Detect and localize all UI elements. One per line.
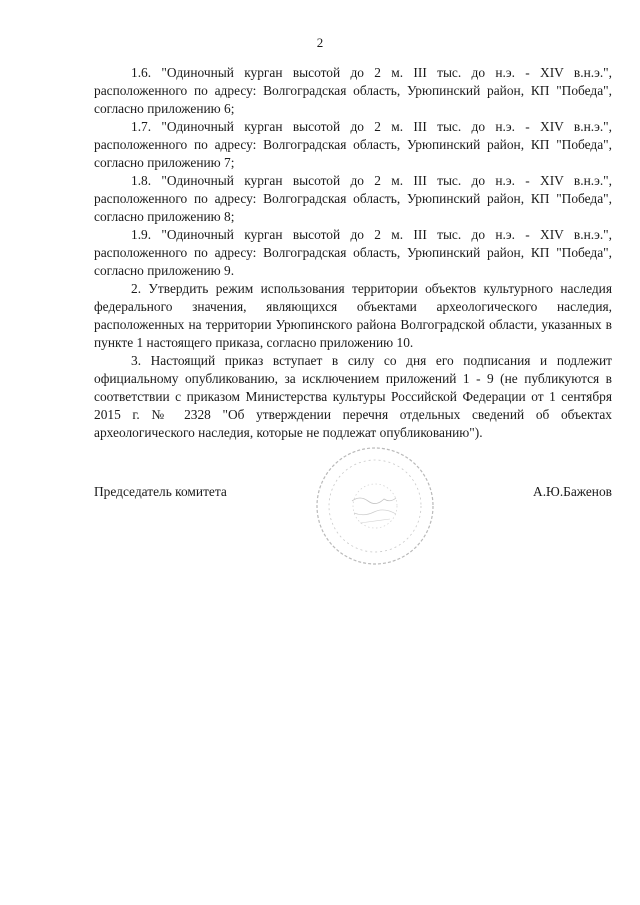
official-seal-stamp xyxy=(312,443,438,569)
item-1-9: 1.9. "Одиночный курган высотой до 2 м. III тыс. до н.э. - XIV в.н.э.", расположенного по адресу: Волгоградская область, Урюпинский район, КП "Победа", согласно приложению 9. xyxy=(94,227,612,278)
signatory-name: А.Ю.Баженов xyxy=(533,484,612,499)
item-1-7: 1.7. "Одиночный курган высотой до 2 м. III тыс. до н.э. - XIV в.н.э.", расположенного по адресу: Волгоградская область, Урюпинский район, КП "Победа", согласно приложению 7; xyxy=(94,119,612,170)
item-1-6: 1.6. "Одиночный курган высотой до 2 м. III тыс. до н.э. - XIV в.н.э.", расположенного по адресу: Волгоградская область, Урюпинский район, КП "Победа", согласно приложению 6; xyxy=(94,65,612,116)
signatory-position: Председатель комитета xyxy=(94,484,227,499)
item-1-8: 1.8. "Одиночный курган высотой до 2 м. III тыс. до н.э. - XIV в.н.э.", расположенного по адресу: Волгоградская область, Урюпинский район, КП "Победа", согласно приложению 8; xyxy=(94,173,612,224)
page-number: 2 xyxy=(316,35,324,50)
document-body xyxy=(94,64,612,442)
item-2: 2. Утвердить режим использования территории объектов культурного наследия федерального значения, являющихся объектами археологического наследия, расположенных на территории Урюпинского района Волгоградской области, указанных в пункте 1 настоящего приказа, согласно приложению 10. xyxy=(94,281,612,350)
item-3: 3. Настоящий приказ вступает в силу со дня его подписания и подлежит официальному опубликованию, за исключением приложений 1 - 9 (не публикуются в соответствии с приказом Министерства культуры Российской Федерации от 1 сентября 2015 г. № 2328 "Об утверждении перечня отдельных сведений об объектах археологического наследия, которые не подлежат опубликованию"). xyxy=(94,353,612,440)
